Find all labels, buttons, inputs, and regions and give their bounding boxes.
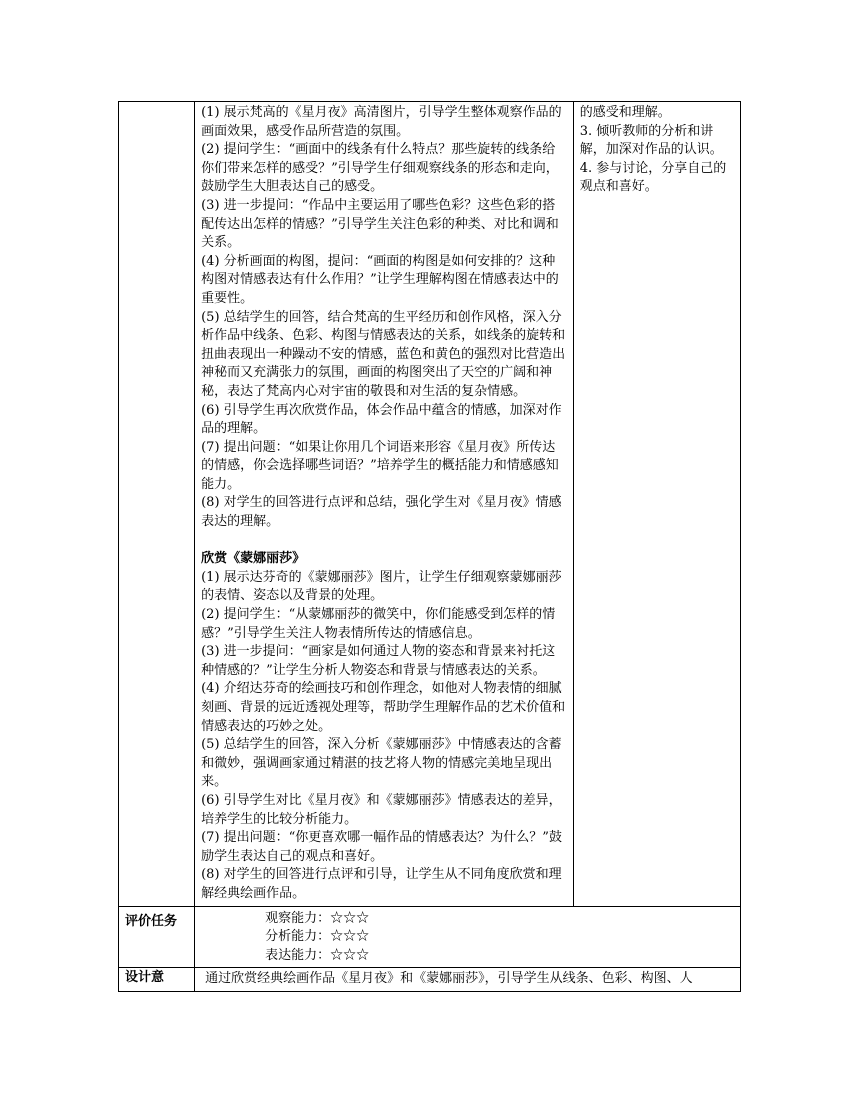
mona-step: (4) 介绍达芬奇的绘画技巧和创作理念，如他对人物表情的细腻刻画、背景的远近透视处理等，帮助学生理解作品的艺术价值和情感表达的巧妙之处。	[201, 681, 566, 734]
evaluation-content-cell	[195, 906, 741, 968]
design-label: 设计意	[125, 970, 165, 986]
student-activity-item: 4. 参与讨论，分享自己的观点和喜好。	[579, 160, 727, 195]
design-label-cell	[119, 968, 195, 992]
starry-step: (1) 展示梵高的《星月夜》高清图片，引导学生整体观察作品的画面效果，感受作品所营造的氛围。	[201, 105, 562, 139]
mona-step: (6) 引导学生对比《星月夜》和《蒙娜丽莎》情感表达的差异，培养学生的比较分析能力。	[201, 792, 562, 827]
student-activity-item: 3. 倾听教师的分析和讲解，加深对作品的认识。	[579, 123, 723, 158]
starry-step: (5) 总结学生的回答，结合梵高的生平经历和创作风格，深入分析作品中线条、色彩、构图与情感表达的关系，如线条的旋转和扭曲表现出一种躁动不安的情感，蓝色和黄色的强烈对比营造出神秘而又充满张力的氛围，画面的构图突出了天空的广阔和神秘，表达了梵高内心对宇宙的敬畏和对生活的复杂情感。	[201, 309, 566, 399]
process-label-cell	[119, 102, 195, 907]
evaluation-item: 分析能力：☆☆☆	[265, 929, 370, 945]
mona-step: (2) 提问学生：“从蒙娜丽莎的微笑中，你们能感受到怎样的情感？”引导学生关注人物表情所传达的情感信息。	[201, 607, 556, 641]
mona-step: (7) 提出问题：“你更喜欢哪一幅作品的情感表达？为什么？”鼓励学生表达自己的观点和喜好。	[201, 830, 562, 864]
mona-step: (5) 总结学生的回答，深入分析《蒙娜丽莎》中情感表达的含蓄和微妙，强调画家通过精湛的技艺将人物的情感完美地呈现出来。	[201, 737, 562, 790]
starry-step: (3) 进一步提问：“作品中主要运用了哪些色彩？这些色彩的搭配传达出怎样的情感？”引导学生关注色彩的种类、对比和调和关系。	[201, 197, 559, 251]
teacher-activity-cell	[195, 102, 574, 907]
process-row	[119, 102, 741, 907]
evaluation-item: 表达能力：☆☆☆	[265, 947, 370, 963]
starry-step: (7) 提出问题：“如果让你用几个词语来形容《星月夜》所传达的情感，你会选择哪些词语？”培养学生的概括能力和情感感知能力。	[201, 439, 559, 492]
evaluation-item: 观察能力：☆☆☆	[265, 910, 370, 926]
design-content-cell	[195, 968, 741, 992]
evaluation-label-cell	[119, 906, 195, 968]
mona-step: (8) 对学生的回答进行点评和引导，让学生从不同角度欣赏和理解经典绘画作品。	[201, 867, 562, 901]
evaluation-row	[119, 906, 741, 968]
starry-step: (8) 对学生的回答进行点评和总结，强化学生对《星月夜》情感表达的理解。	[201, 495, 562, 530]
design-text: 通过欣赏经典绘画作品《星月夜》和《蒙娜丽莎》，引导学生从线条、色彩、构图、人	[205, 971, 693, 987]
starry-step: (2) 提问学生：“画面中的线条有什么特点？那些旋转的线条给你们带来怎样的感受？”引导学生仔细观察线条的形态和走向，鼓励学生大胆表达自己的感受。	[201, 142, 559, 195]
student-activity-item: 的感受和理解。	[579, 105, 671, 120]
evaluation-label: 评价任务	[125, 913, 178, 929]
starry-step: (6) 引导学生再次欣赏作品，体会作品中蕴含的情感，加深对作品的理解。	[201, 402, 562, 437]
student-activity-cell	[573, 102, 740, 907]
mona-step: (1) 展示达芬奇的《蒙娜丽莎》图片，让学生仔细观察蒙娜丽莎的表情、姿态以及背景的处理。	[201, 569, 562, 604]
mona-step: (3) 进一步提问：“画家是如何通过人物的姿态和背景来衬托这种情感的？”让学生分析人物姿态和背景与情感表达的关系。	[201, 644, 556, 678]
design-row	[119, 968, 741, 992]
lesson-plan-table	[118, 101, 741, 992]
mona-lisa-heading: 欣赏《蒙娜丽莎》	[201, 551, 306, 567]
starry-step: (4) 分析画面的构图，提问：“画面的构图是如何安排的？这种构图对情感表达有什么作用？”让学生理解构图在情感表达中的重要性。	[201, 253, 559, 306]
